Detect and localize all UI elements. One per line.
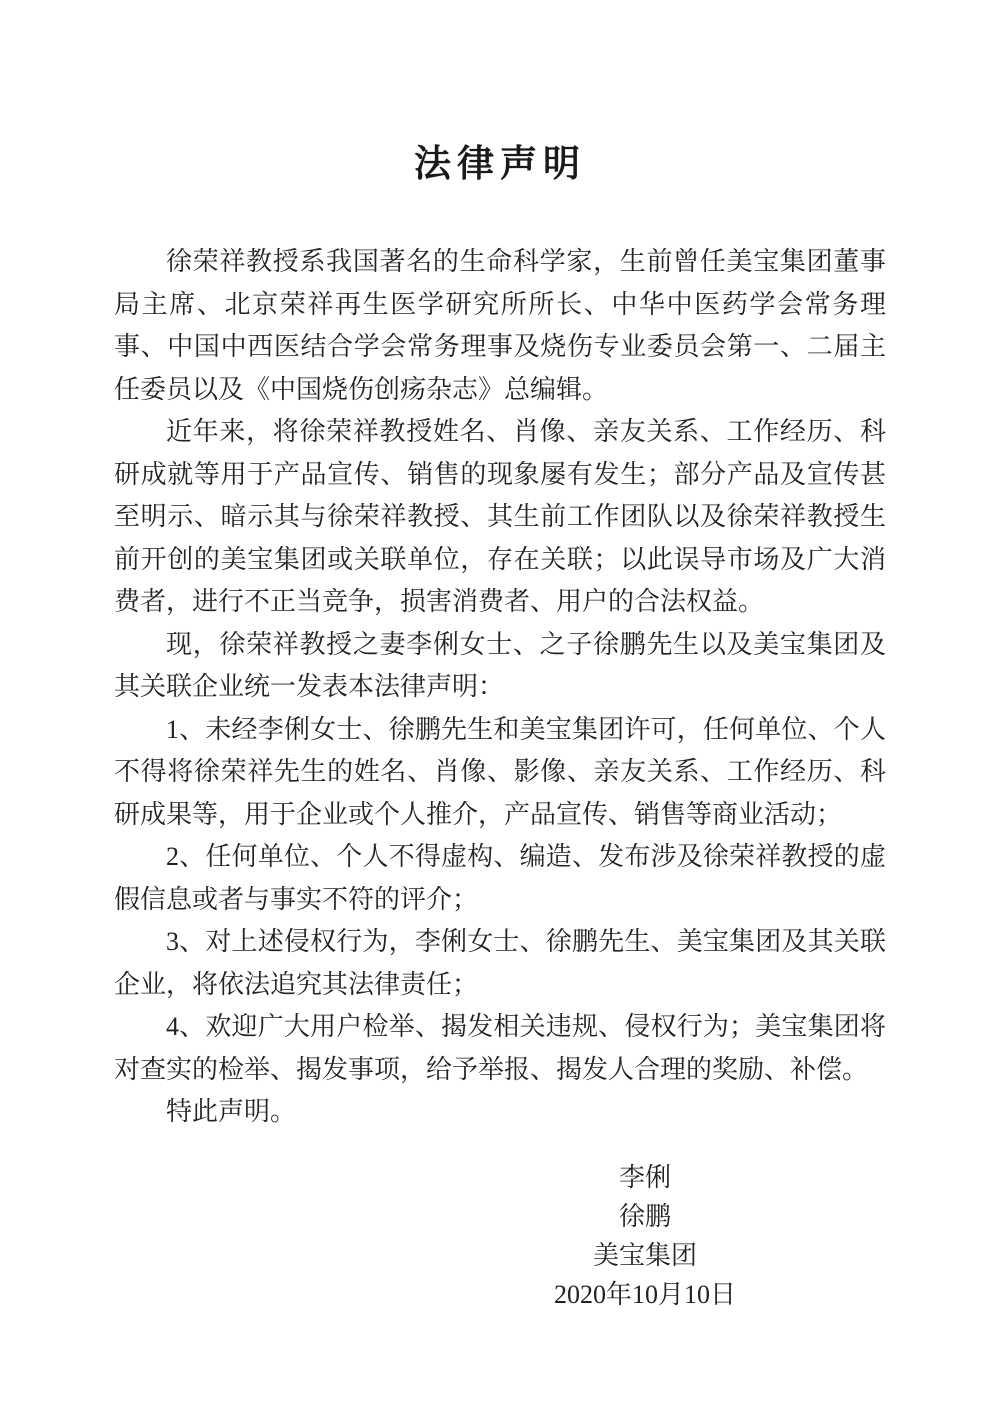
signature-line: 徐鹏 xyxy=(618,1201,671,1231)
paragraph: 2、任何单位、个人不得虚构、编造、发布涉及徐荣祥教授的虚假信息或者与事实不符的评介； xyxy=(114,842,886,914)
paragraph: 特此声明。 xyxy=(166,1097,297,1126)
paragraph: 现，徐荣祥教授之妻李俐女士、之子徐鹏先生以及美宝集团及其关联企业统一发表本法律声明： xyxy=(114,629,886,701)
paragraph: 徐荣祥教授系我国著名的生命科学家，生前曾任美宝集团董事局主席、北京荣祥再生医学研究所所长、中华中医药学会常务理事、中国中西医结合学会常务理事及烧伤专业委员会第一、二届主任委员以及《中国烧伤创疡杂志》总编辑。 xyxy=(114,247,886,404)
document-title: 法律声明 xyxy=(414,144,586,185)
signature-line: 美宝集团 xyxy=(592,1240,697,1270)
paragraph: 4、欢迎广大用户检举、揭发相关违规、侵权行为；美宝集团将对查实的检举、揭发事项，给予举报、揭发人合理的奖励、补偿。 xyxy=(114,1012,886,1084)
paragraph: 1、未经李俐女士、徐鹏先生和美宝集团许可，任何单位、个人不得将徐荣祥先生的姓名、肖像、影像、亲友关系、工作经历、科研成果等，用于企业或个人推介，产品宣传、销售等商业活动； xyxy=(114,714,886,829)
paragraph: 近年来，将徐荣祥教授姓名、肖像、亲友关系、工作经历、科研成就等用于产品宣传、销售的现象屡有发生；部分产品及宣传甚至明示、暗示其与徐荣祥教授、其生前工作团队以及徐荣祥教授生前开创的美宝集团或关联单位，存在关联；以此误导市场及广大消费者，进行不正当竞争，损害消费者、用户的合法权益。 xyxy=(114,417,886,616)
signature-block xyxy=(445,1158,845,1314)
signature-line: 2020年10月10日 xyxy=(553,1279,736,1309)
signature-line: 李俐 xyxy=(618,1162,671,1192)
document-body xyxy=(0,183,1000,1134)
paragraph: 3、对上述侵权行为，李俐女士、徐鹏先生、美宝集团及其关联企业，将依法追究其法律责任； xyxy=(114,927,886,999)
